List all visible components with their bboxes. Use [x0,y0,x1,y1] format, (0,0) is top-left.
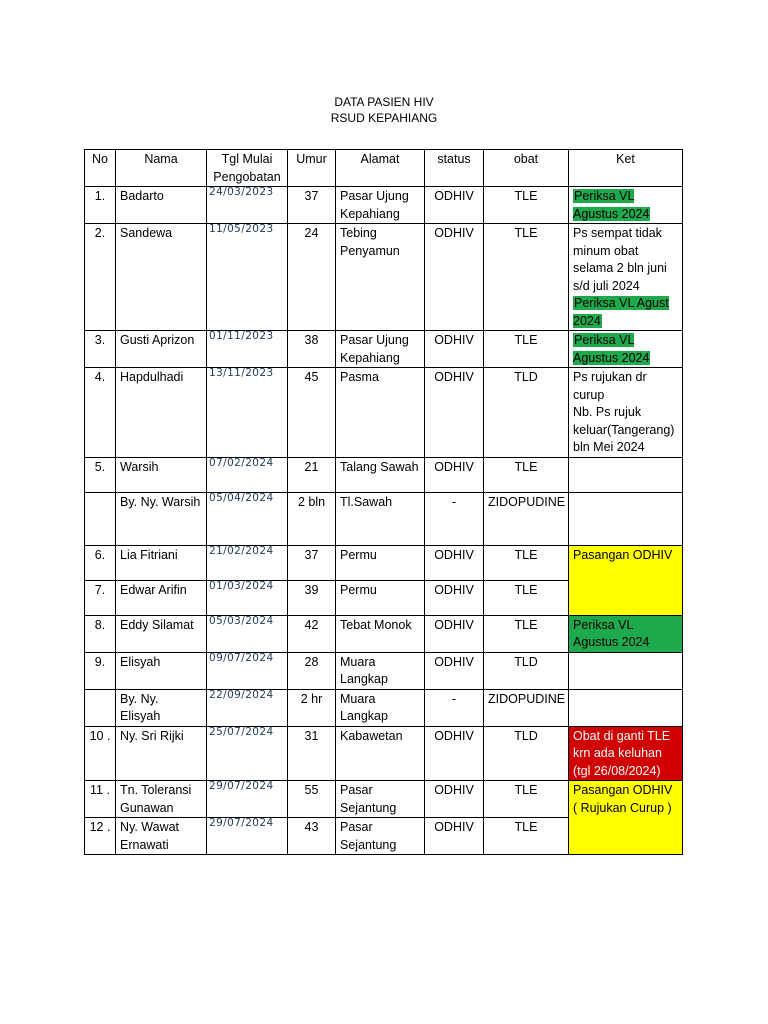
date-value: 09/07/2024 [209,652,274,664]
cell-alamat: Permu [336,580,425,615]
table-row [85,492,683,545]
cell-tgl [207,457,288,492]
cell-obat: TLE [484,187,569,224]
cell-ket [569,457,683,492]
cell-alamat: Tebat Monok [336,615,425,652]
cell-status: ODHIV [425,615,484,652]
cell-umur: 37 [288,545,336,580]
table-row [85,689,683,726]
cell-tgl [207,818,288,855]
cell-nama: Eddy Silamat [116,615,207,652]
cell-nama: By. Ny. Warsih [116,492,207,545]
cell-alamat: Muara Langkap [336,652,425,689]
ket-note: Ps sempat tidak minum obat selama 2 bln juni s/d juli 2024 [573,226,667,293]
cell-obat: TLD [484,368,569,458]
cell-alamat: Tebing Penyamun [336,224,425,331]
cell-tgl [207,331,288,368]
cell-ket [569,368,683,458]
header-nama: Nama [116,150,207,187]
cell-nama: Badarto [116,187,207,224]
table-row [85,781,683,818]
cell-obat: TLE [484,580,569,615]
header-row [85,150,683,187]
cell-obat: TLE [484,224,569,331]
cell-ket [569,652,683,689]
cell-status: ODHIV [425,457,484,492]
table-row [85,224,683,331]
date-value: 01/11/2023 [209,330,274,342]
cell-no [85,492,116,545]
cell-umur: 28 [288,652,336,689]
cell-obat: TLE [484,818,569,855]
cell-obat: TLD [484,726,569,781]
cell-no: 1. [85,187,116,224]
ket-green-highlight: Periksa VL Agustus 2024 [573,189,650,221]
cell-status: ODHIV [425,726,484,781]
cell-no: 3. [85,331,116,368]
cell-status: ODHIV [425,545,484,580]
cell-umur: 55 [288,781,336,818]
cell-tgl [207,726,288,781]
ket-note-2: Nb. Ps rujuk keluar(Tangerang) bln Mei 2024 [573,405,675,454]
cell-obat: TLE [484,331,569,368]
cell-alamat: Pasma [336,368,425,458]
table-row [85,615,683,652]
cell-no: 4. [85,368,116,458]
cell-tgl [207,224,288,331]
date-value: 29/07/2024 [209,817,274,829]
header-no: No [85,150,116,187]
date-value: 24/03/2023 [209,186,274,198]
cell-ket [569,187,683,224]
document-title [0,94,768,126]
cell-no [85,689,116,726]
cell-ket [569,615,683,652]
table-row [85,652,683,689]
cell-status: ODHIV [425,652,484,689]
date-value: 05/04/2024 [209,492,274,504]
cell-obat: TLE [484,545,569,580]
cell-alamat: Talang Sawah [336,457,425,492]
ket-note: Ps rujukan dr curup [573,370,647,402]
cell-tgl [207,689,288,726]
date-value: 07/02/2024 [209,457,274,469]
cell-status: ODHIV [425,781,484,818]
cell-ket [569,224,683,331]
cell-alamat: Tl.Sawah [336,492,425,545]
cell-umur: 39 [288,580,336,615]
date-value: 22/09/2024 [209,689,274,701]
cell-nama: Edwar Arifin [116,580,207,615]
cell-nama: Sandewa [116,224,207,331]
cell-alamat: Pasar Ujung Kepahiang [336,187,425,224]
patient-table [84,149,683,855]
cell-nama: Hapdulhadi [116,368,207,458]
date-value: 11/05/2023 [209,223,274,235]
cell-umur: 21 [288,457,336,492]
date-value: 01/03/2024 [209,580,274,592]
cell-nama: Warsih [116,457,207,492]
header-ket: Ket [569,150,683,187]
cell-umur: 38 [288,331,336,368]
cell-nama: Elisyah [116,652,207,689]
header-alamat: Alamat [336,150,425,187]
cell-nama: Tn. Toleransi Gunawan [116,781,207,818]
cell-ket-red: Obat di ganti TLE krn ada keluhan (tgl 26/08/2024) [569,726,683,781]
cell-nama: Ny. Wawat Ernawati [116,818,207,855]
cell-obat: TLE [484,781,569,818]
table-row [85,457,683,492]
cell-status: ODHIV [425,331,484,368]
table-row [85,726,683,781]
cell-ket-merged: Pasangan ODHIV ( Rujukan Curup ) [569,781,683,855]
ket-green-highlight: Periksa VL Agustus 2024 [569,616,682,652]
cell-status: - [425,492,484,545]
cell-tgl [207,368,288,458]
cell-status: ODHIV [425,224,484,331]
cell-ket-merged: Pasangan ODHIV [569,545,683,615]
cell-status: ODHIV [425,187,484,224]
title-line-1: DATA PASIEN HIV [334,95,434,109]
header-umur: Umur [288,150,336,187]
cell-tgl [207,781,288,818]
date-value: 29/07/2024 [209,780,274,792]
cell-status: ODHIV [425,368,484,458]
cell-alamat: Pasar Ujung Kepahiang [336,331,425,368]
cell-tgl [207,187,288,224]
cell-ket [569,492,683,545]
cell-alamat: Permu [336,545,425,580]
ket-green-highlight: Periksa VL Agustus 2024 [573,333,650,365]
header-status: status [425,150,484,187]
cell-umur: 2 hr [288,689,336,726]
cell-umur: 37 [288,187,336,224]
header-tgl: Tgl Mulai Pengobatan [207,150,288,187]
cell-nama: Ny. Sri Rijki [116,726,207,781]
cell-no: 8. [85,615,116,652]
cell-obat: ZIDOPUDINE [484,492,569,545]
cell-obat: ZIDOPUDINE [484,689,569,726]
cell-no: 12 . [85,818,116,855]
table-row [85,545,683,580]
date-value: 05/03/2024 [209,615,274,627]
cell-no: 9. [85,652,116,689]
cell-status: - [425,689,484,726]
cell-umur: 31 [288,726,336,781]
cell-tgl [207,580,288,615]
cell-alamat: Muara Langkap [336,689,425,726]
header-obat: obat [484,150,569,187]
cell-no: 7. [85,580,116,615]
cell-umur: 45 [288,368,336,458]
cell-alamat: Kabawetan [336,726,425,781]
date-value: 21/02/2024 [209,545,274,557]
cell-umur: 24 [288,224,336,331]
cell-tgl [207,492,288,545]
table-row [85,368,683,458]
cell-status: ODHIV [425,818,484,855]
cell-obat: TLE [484,615,569,652]
cell-nama: Gusti Aprizon [116,331,207,368]
cell-obat: TLE [484,457,569,492]
cell-alamat: Pasar Sejantung [336,781,425,818]
cell-ket [569,689,683,726]
cell-ket [569,331,683,368]
date-value: 13/11/2023 [209,367,274,379]
title-line-2: RSUD KEPAHIANG [330,111,438,125]
table-row [85,187,683,224]
cell-status: ODHIV [425,580,484,615]
cell-nama: By. Ny. Elisyah [116,689,207,726]
cell-no: 10 . [85,726,116,781]
cell-alamat: Pasar Sejantung [336,818,425,855]
cell-no: 5. [85,457,116,492]
cell-tgl [207,615,288,652]
cell-tgl [207,545,288,580]
ket-green-highlight: Periksa VL Agust 2024 [573,296,669,328]
cell-tgl [207,652,288,689]
cell-no: 11 . [85,781,116,818]
cell-no: 6. [85,545,116,580]
date-value: 25/07/2024 [209,726,274,738]
cell-nama: Lia Fitriani [116,545,207,580]
cell-umur: 2 bln [288,492,336,545]
cell-obat: TLD [484,652,569,689]
cell-umur: 42 [288,615,336,652]
cell-no: 2. [85,224,116,331]
table-row [85,331,683,368]
cell-umur: 43 [288,818,336,855]
